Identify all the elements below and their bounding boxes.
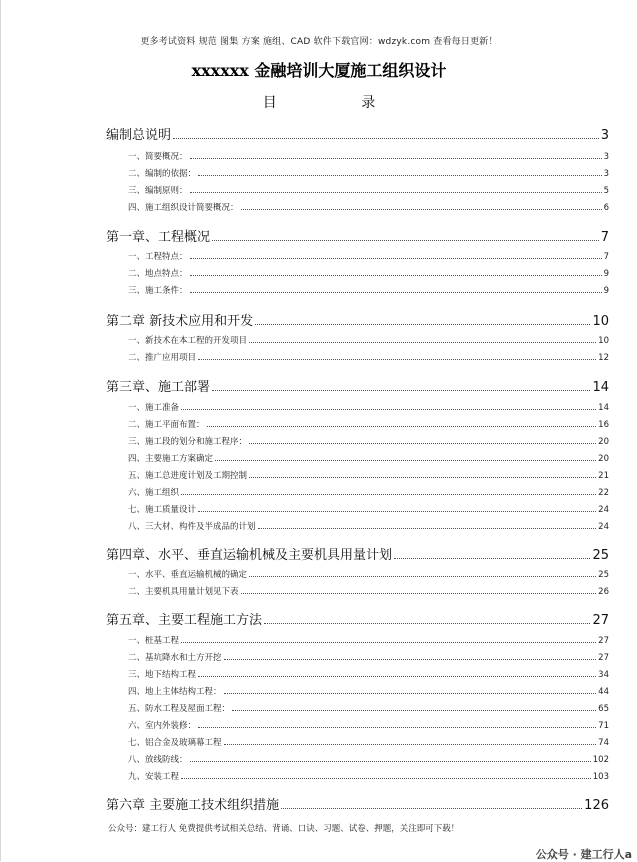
toc-entry-label: 第四章、水平、垂直运输机械及主要机具用量计划 (106, 548, 393, 563)
toc-section-entry[interactable] (128, 585, 609, 597)
toc-entry-page-number: 3 (600, 128, 609, 143)
toc-entry-page-number: 102 (592, 755, 609, 765)
toc-section-entry[interactable] (128, 736, 609, 748)
toc-entry-label: 第一章、工程概况 (106, 230, 211, 245)
watermark: 公众号 · 建工行人a (535, 848, 632, 861)
toc-entry-label: 一、简要概况： (128, 152, 188, 162)
toc-entry-page-number: 34 (598, 670, 609, 680)
toc-leader-dots (181, 642, 596, 643)
toc-leader-dots (249, 342, 596, 343)
toc-leader-dots (181, 494, 596, 495)
toc-entry-page-number: 27 (592, 613, 609, 628)
toc-section-entry[interactable] (128, 568, 609, 580)
toc-entry-page-number: 9 (603, 269, 609, 279)
toc-section-entry[interactable] (128, 250, 609, 262)
toc-entry-label: 一、水平、垂直运输机械的确定 (128, 570, 248, 580)
toc-entry-page-number: 22 (598, 488, 609, 498)
toc-chapter-entry[interactable] (106, 609, 609, 628)
toc-leader-dots (212, 240, 599, 241)
toc-entry-label: 二、编制的依据： (128, 169, 197, 179)
toc-leader-dots (224, 659, 597, 660)
toc-entry-page-number: 3 (603, 152, 609, 162)
toc-leader-dots (241, 209, 602, 210)
toc-entry-page-number: 14 (592, 380, 609, 395)
toc-entry-label: 第二章 新技术应用和开发 (106, 314, 254, 329)
toc-entry-page-number: 25 (598, 570, 609, 580)
toc-entry-label: 四、地上主体结构工程： (128, 687, 222, 697)
toc-entry-label: 三、地下结构工程 (128, 670, 197, 680)
toc-entry-page-number: 27 (598, 636, 609, 646)
toc-leader-dots (232, 710, 596, 711)
toc-chapter-entry[interactable] (106, 544, 609, 563)
toc-leader-dots (181, 778, 591, 779)
toc-chapter-entry[interactable] (106, 226, 609, 245)
toc-entry-label: 四、主要施工方案确定 (128, 454, 214, 464)
toc-entry-label: 一、新技术在本工程的开发项目 (128, 336, 248, 346)
toc-leader-dots (249, 443, 596, 444)
toc-leader-dots (173, 138, 599, 139)
toc-entry-page-number: 9 (603, 286, 609, 296)
toc-entry-label: 编制总说明 (106, 128, 172, 143)
toc-section-entry[interactable] (128, 685, 609, 697)
toc-section-entry[interactable] (128, 520, 609, 532)
toc-leader-dots (224, 693, 597, 694)
toc-entry-label: 六、施工组织 (128, 488, 180, 498)
toc-entry-label: 五、防水工程及屋面工程： (128, 704, 231, 714)
toc-section-entry[interactable] (128, 150, 609, 162)
toc-leader-dots (198, 727, 596, 728)
toc-entry-label: 八、三大材、构件及半成品的计划 (128, 522, 256, 532)
toc-entry-label: 二、主要机具用量计划见下表 (128, 587, 239, 597)
toc-leader-dots (190, 258, 602, 259)
toc-section-entry[interactable] (128, 719, 609, 731)
toc-entry-page-number: 5 (603, 186, 609, 196)
toc-leader-dots (264, 623, 590, 624)
toc-entry-label: 二、地点特点： (128, 269, 188, 279)
toc-entry-page-number: 27 (598, 653, 609, 663)
toc-leader-dots (281, 808, 582, 809)
toc-chapter-entry[interactable] (106, 376, 609, 395)
toc-entry-page-number: 74 (598, 738, 609, 748)
toc-section-entry[interactable] (128, 753, 609, 765)
toc-entry-label: 一、工程特点： (128, 252, 188, 262)
toc-section-entry[interactable] (128, 184, 609, 196)
toc-section-entry[interactable] (128, 167, 609, 179)
toc-entry-page-number: 24 (598, 505, 609, 515)
toc-leader-dots (249, 477, 596, 478)
toc-entry-label: 二、基坑降水和土方开挖 (128, 653, 222, 663)
toc-section-entry[interactable] (128, 503, 609, 515)
toc-entry-page-number: 126 (584, 798, 609, 813)
toc-section-entry[interactable] (128, 651, 609, 663)
toc-entry-label: 第五章、主要工程施工方法 (106, 613, 263, 628)
toc-leader-dots (190, 158, 602, 159)
toc-entry-label: 一、桩基工程 (128, 636, 180, 646)
toc-entry-page-number: 7 (600, 230, 609, 245)
toc-section-entry[interactable] (128, 452, 609, 464)
toc-leader-dots (241, 593, 597, 594)
toc-entry-label: 三、编制原则： (128, 186, 188, 196)
toc-entry-label: 三、施工段的划分和施工程序： (128, 437, 248, 447)
toc-entry-page-number: 10 (598, 336, 609, 346)
toc-leader-dots (249, 576, 596, 577)
toc-entry-page-number: 20 (598, 437, 609, 447)
toc-leader-dots (255, 324, 590, 325)
toc-entry-page-number: 65 (598, 704, 609, 714)
toc-entry-page-number: 14 (598, 403, 609, 413)
document-title: xxxxxx 金融培训大厦施工组织设计 (191, 61, 447, 80)
toc-section-entry[interactable] (128, 702, 609, 714)
toc-entry-label: 八、放线防线： (128, 755, 188, 765)
toc-leader-dots (215, 460, 596, 461)
toc-section-entry[interactable] (128, 401, 609, 413)
toc-entry-label: 四、施工组织设计简要概况： (128, 203, 239, 213)
toc-entry-label: 五、施工总进度计划及工期控制 (128, 471, 248, 481)
toc-entry-page-number: 71 (598, 721, 609, 731)
toc-entry-page-number: 21 (598, 471, 609, 481)
toc-leader-dots (198, 175, 602, 176)
toc-section-entry[interactable] (128, 351, 609, 363)
toc-entry-page-number: 24 (598, 522, 609, 532)
toc-leader-dots (190, 275, 602, 276)
toc-entry-label: 三、施工条件： (128, 286, 188, 296)
toc-section-entry[interactable] (128, 284, 609, 296)
toc-section-entry[interactable] (128, 634, 609, 646)
toc-leader-dots (190, 292, 602, 293)
toc-entry-page-number: 44 (598, 687, 609, 697)
toc-leader-dots (394, 558, 590, 559)
toc-leader-dots (212, 390, 590, 391)
toc-entry-page-number: 103 (592, 772, 609, 782)
toc-entry-label: 七、施工质量设计 (128, 505, 197, 515)
toc-entry-page-number: 12 (598, 353, 609, 363)
toc-entry-page-number: 10 (592, 314, 609, 329)
toc-entry-page-number: 25 (592, 548, 609, 563)
toc-entry-label: 九、安装工程 (128, 772, 180, 782)
toc-section-entry[interactable] (128, 418, 609, 430)
toc-chapter-entry[interactable] (106, 794, 609, 813)
footer-note: 公众号：建工行人 免费提供考试相关总结、背诵、口诀、习题、试卷、押题，关注即可下载！ (108, 824, 460, 834)
toc-section-entry[interactable] (128, 334, 609, 346)
toc-entry-page-number: 3 (603, 169, 609, 179)
toc-entry-label: 第六章 主要施工技术组织措施 (106, 798, 280, 813)
toc-section-entry[interactable] (128, 201, 609, 213)
toc-entry-label: 六、室内外装修： (128, 721, 197, 731)
toc-entry-page-number: 26 (598, 587, 609, 597)
toc-section-entry[interactable] (128, 486, 609, 498)
toc-section-entry[interactable] (128, 267, 609, 279)
toc-heading: 目 录 (262, 95, 376, 111)
toc-leader-dots (258, 528, 597, 529)
toc-section-entry[interactable] (128, 469, 609, 481)
toc-leader-dots (181, 409, 596, 410)
toc-entry-label: 七、铝合金及玻璃幕工程 (128, 738, 222, 748)
toc-entry-page-number: 20 (598, 454, 609, 464)
toc-chapter-entry[interactable] (106, 310, 609, 329)
toc-section-entry[interactable] (128, 770, 609, 782)
toc-entry-page-number: 16 (598, 420, 609, 430)
toc-entry-page-number: 6 (603, 203, 609, 213)
toc-section-entry[interactable] (128, 668, 609, 680)
toc-leader-dots (198, 359, 596, 360)
toc-leader-dots (224, 744, 597, 745)
header-note: 更多考试资料 规范 图集 方案 施组、CAD 软件下载官网：wdzyk.com 查看每日更新！ (140, 37, 498, 47)
toc-entry-page-number: 7 (603, 252, 609, 262)
toc-chapter-entry[interactable] (106, 124, 609, 143)
toc-entry-label: 一、施工准备 (128, 403, 180, 413)
toc-leader-dots (190, 192, 602, 193)
toc-leader-dots (207, 426, 597, 427)
toc-leader-dots (198, 511, 596, 512)
toc-leader-dots (190, 761, 591, 762)
toc-section-entry[interactable] (128, 435, 609, 447)
toc-entry-label: 二、施工平面布置： (128, 420, 205, 430)
toc-entry-label: 二、推广应用项目 (128, 353, 197, 363)
toc-leader-dots (198, 676, 596, 677)
toc-entry-label: 第三章、施工部署 (106, 380, 211, 395)
